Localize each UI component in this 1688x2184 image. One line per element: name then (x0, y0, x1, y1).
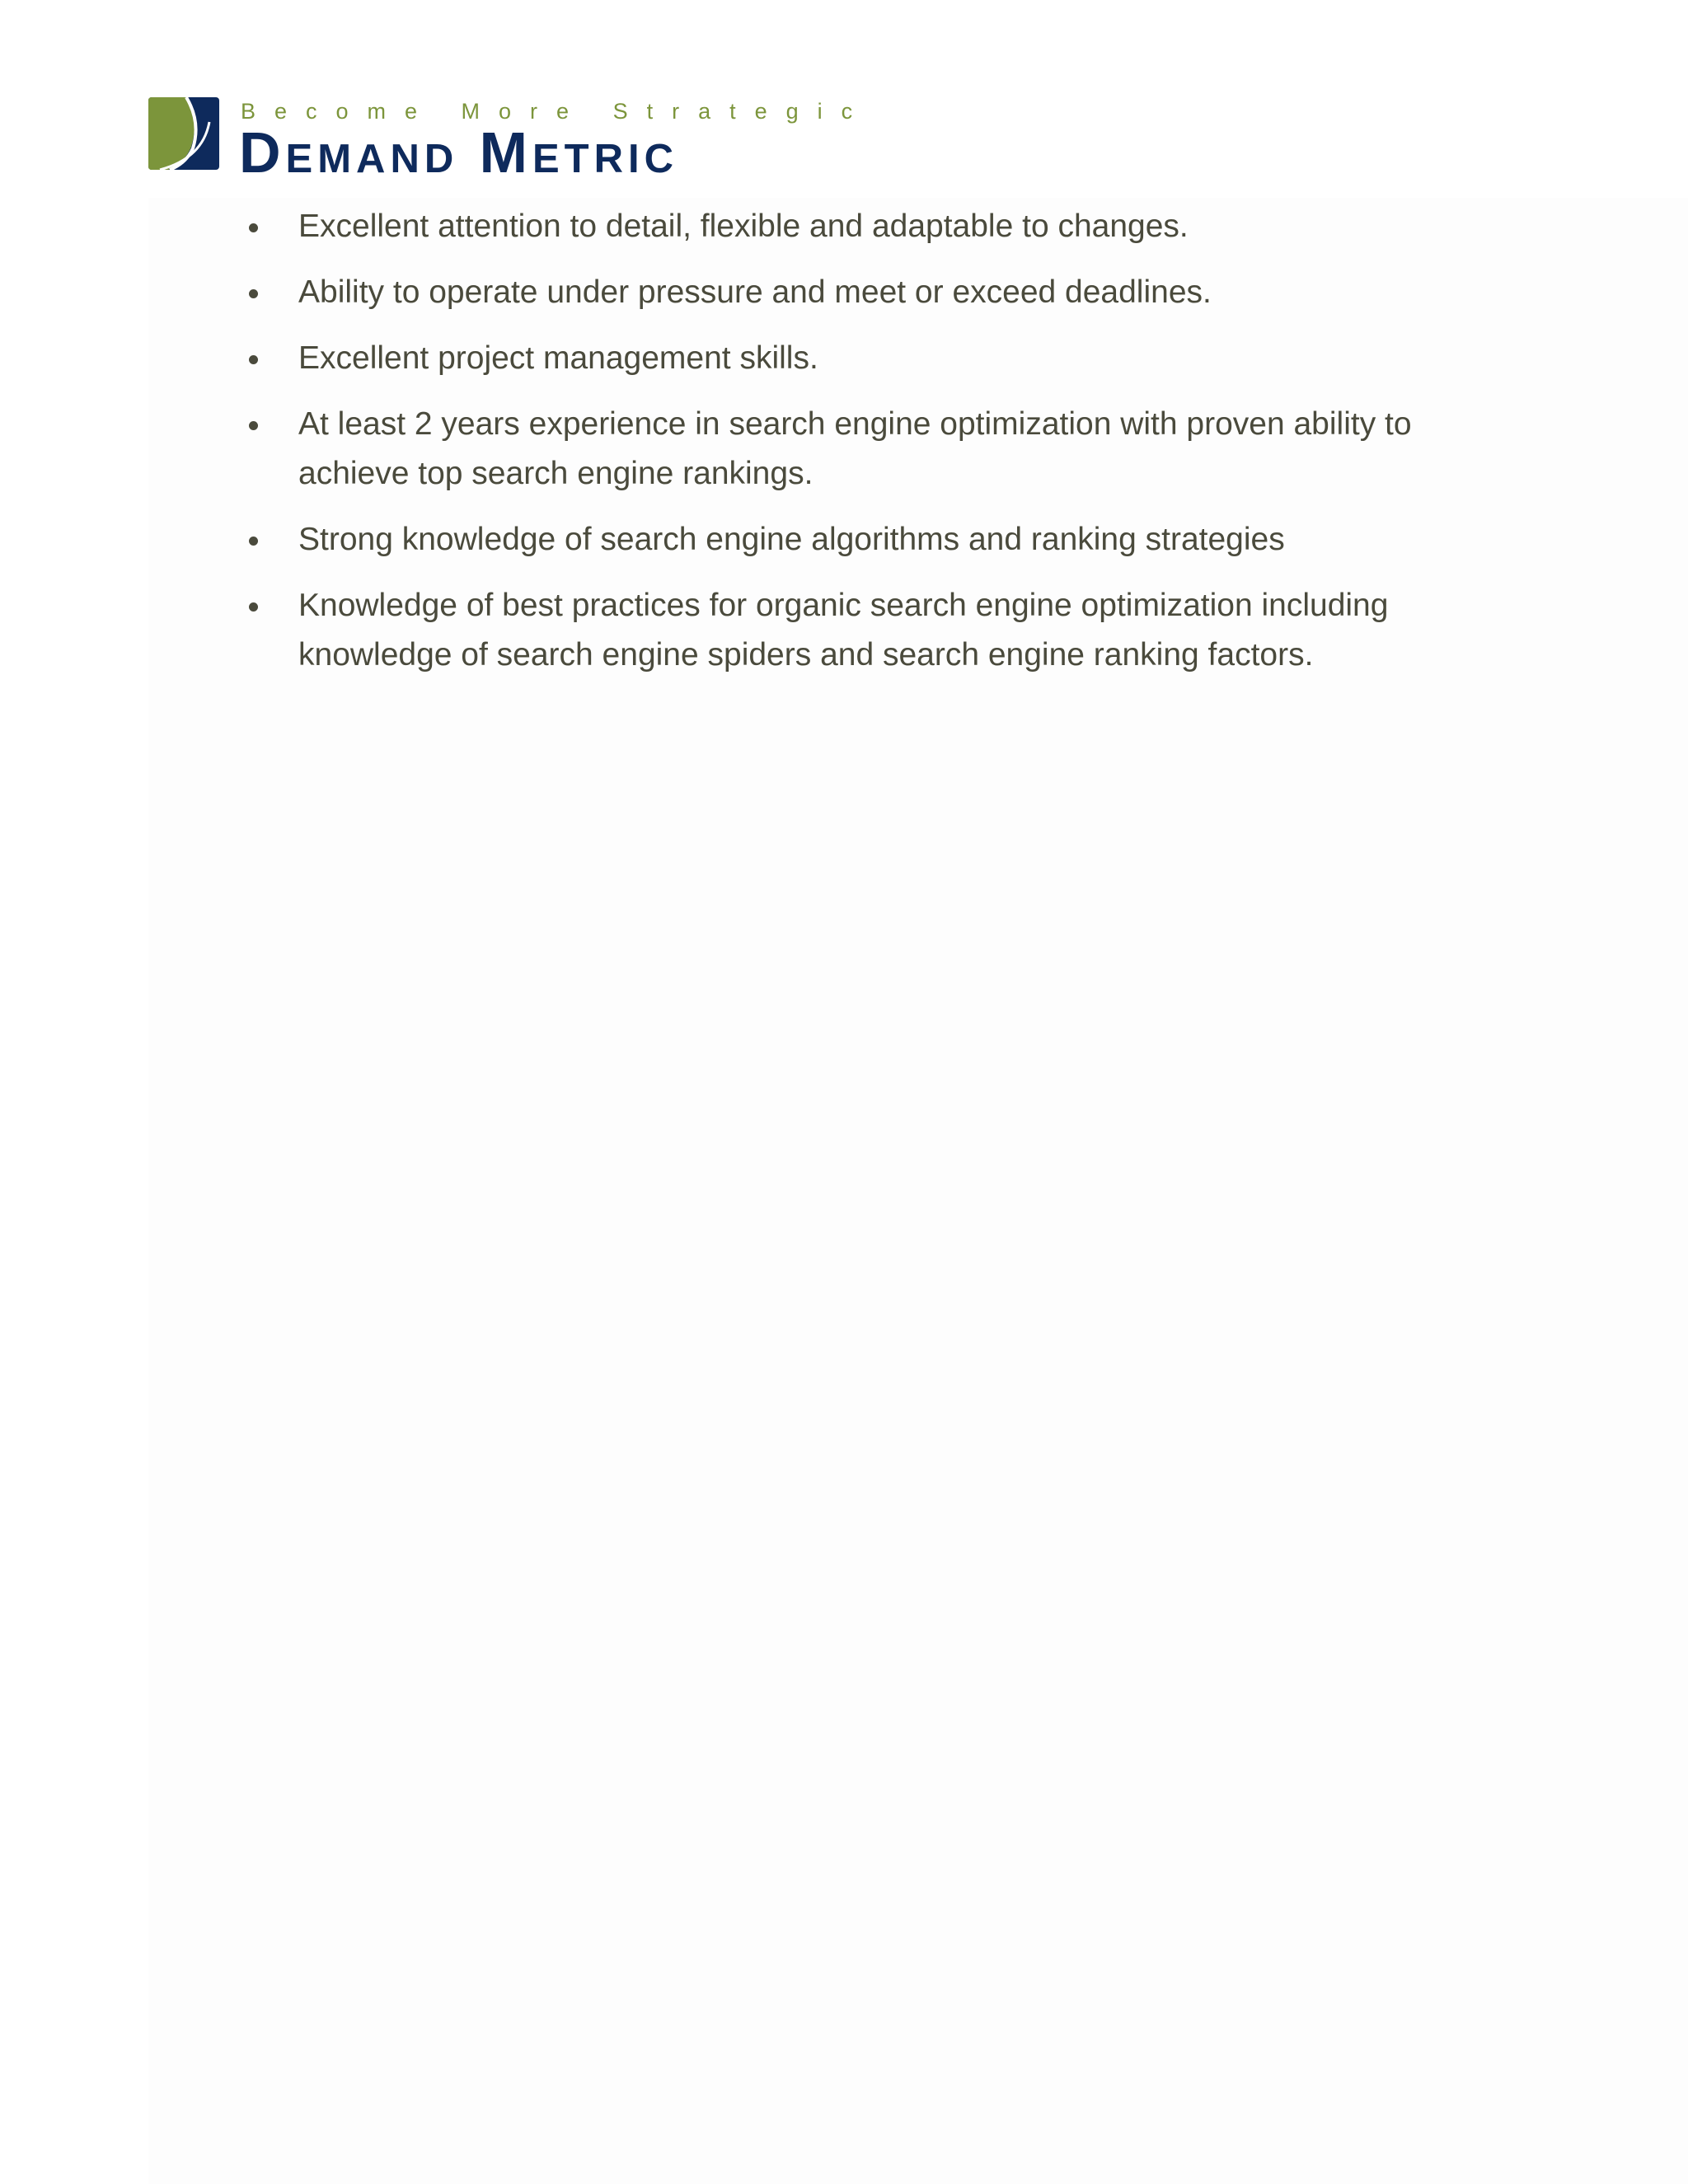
bullet-icon (249, 537, 258, 546)
demand-metric-logo-icon (148, 97, 219, 170)
bullet-icon (249, 602, 258, 612)
bullet-icon (249, 421, 258, 430)
list-item (244, 202, 1480, 251)
list-item-text: Excellent project management skills. (298, 340, 818, 376)
list-item (244, 334, 1480, 383)
list-item (244, 515, 1480, 565)
brand-logo (148, 97, 872, 185)
requirements-list (244, 202, 1480, 696)
list-item-text: Strong knowledge of search engine algorithms and ranking strategies (298, 522, 1285, 557)
bullet-icon (249, 289, 258, 298)
bullet-icon (249, 355, 258, 364)
list-item (244, 400, 1480, 499)
brand-tagline: Become More Strategic (241, 99, 872, 124)
brand-name: Demand Metric (239, 120, 678, 185)
list-item (244, 581, 1480, 680)
bullet-icon (249, 223, 258, 232)
list-item-text: At least 2 years experience in search engine optimization with proven ability to achieve top search engine rankings. (298, 406, 1412, 491)
list-item-text: Ability to operate under pressure and meet or exceed deadlines. (298, 274, 1212, 310)
list-item-text: Knowledge of best practices for organic search engine optimization including knowledge of search engine spiders and search engine ranking factors. (298, 588, 1389, 673)
list-item-text: Excellent attention to detail, flexible and adaptable to changes. (298, 209, 1189, 244)
list-item (244, 268, 1480, 317)
